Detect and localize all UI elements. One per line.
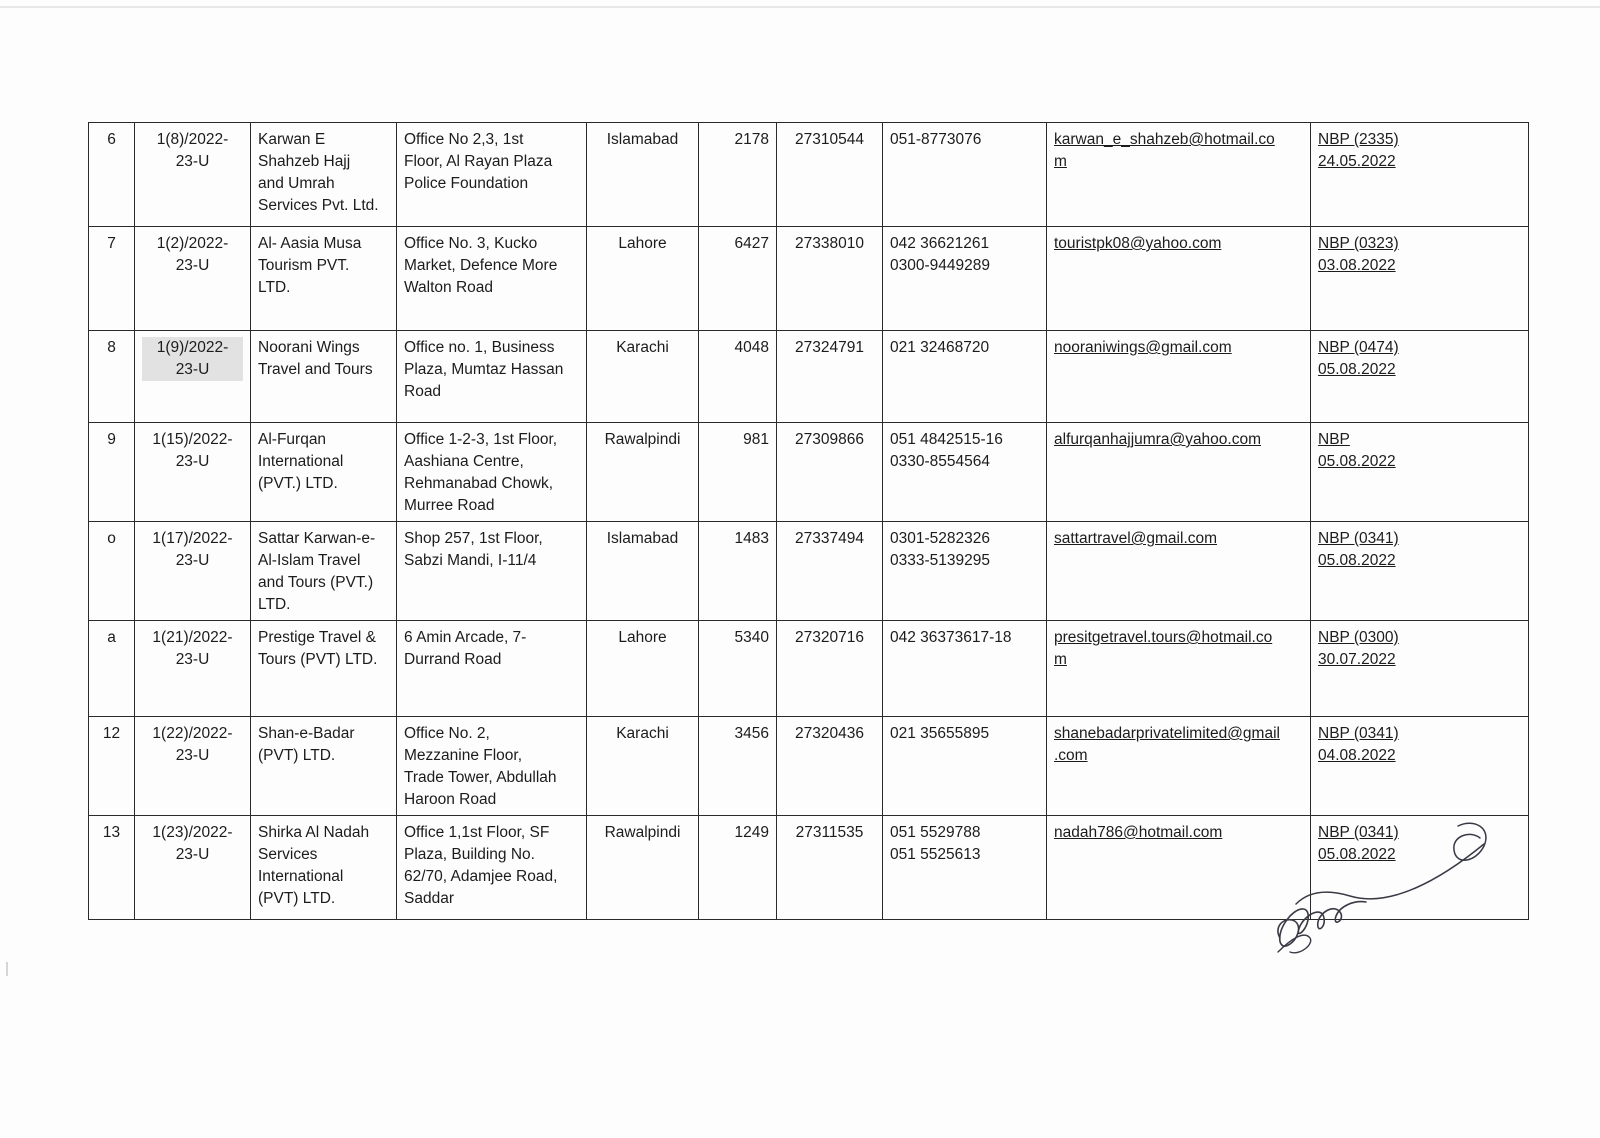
cell-address-line: Office No 2,3, 1st <box>404 131 524 148</box>
cell-code <box>699 123 777 227</box>
cell-address <box>397 621 587 717</box>
cell-reference-line: 23-U <box>175 846 210 863</box>
table-row <box>89 423 1529 522</box>
cell-bank-detail-line: NBP (0474) <box>1318 339 1399 356</box>
cell-phone-line: 042 36373617-18 <box>890 629 1012 646</box>
cell-company-name <box>251 717 397 816</box>
cell-bank-detail <box>1311 717 1529 816</box>
cell-code-text: 6427 <box>734 235 769 252</box>
cell-reference-line: 1(23)/2022- <box>152 824 233 841</box>
cell-city <box>587 331 699 423</box>
cell-bank-detail-line: NBP (2335) <box>1318 131 1399 148</box>
cell-phone-line: 051 5525613 <box>890 846 981 863</box>
cell-code-text: 4048 <box>734 339 769 356</box>
cell-bank-detail-line: NBP (0341) <box>1318 824 1399 841</box>
cell-address-line: Mezzanine Floor, <box>404 747 523 764</box>
cell-address <box>397 423 587 522</box>
cell-reference-line: 1(15)/2022- <box>152 431 233 448</box>
cell-email <box>1047 123 1311 227</box>
cell-reference <box>135 621 251 717</box>
cell-city <box>587 522 699 621</box>
cell-email <box>1047 621 1311 717</box>
cell-company-name-line: (PVT) LTD. <box>258 747 336 764</box>
cell-email <box>1047 227 1311 331</box>
cell-address-line: Office No. 2, <box>404 725 490 742</box>
cell-email-line[interactable]: .com <box>1054 747 1088 764</box>
cell-company-name-line: Shan-e-Badar <box>258 725 355 742</box>
cell-bank-detail-line: 05.08.2022 <box>1318 846 1396 863</box>
cell-company-name-line: International <box>258 868 344 885</box>
cell-company-name-line: International <box>258 453 344 470</box>
cell-reference <box>135 227 251 331</box>
cell-serial-text: a <box>107 629 116 646</box>
cell-serial-text: o <box>107 530 116 547</box>
cell-address-line: Road <box>404 383 442 400</box>
cell-bank-detail-line: 05.08.2022 <box>1318 552 1396 569</box>
cell-city <box>587 423 699 522</box>
cell-phone-line: 051 4842515-16 <box>890 431 1003 448</box>
cell-ntn <box>777 717 883 816</box>
cell-reference-line: 23-U <box>175 257 210 274</box>
cell-city <box>587 717 699 816</box>
cell-bank-detail-line: 04.08.2022 <box>1318 747 1396 764</box>
cell-email-line[interactable]: presitgetravel.tours@hotmail.co <box>1054 629 1273 646</box>
cell-ntn <box>777 331 883 423</box>
cell-serial <box>89 331 135 423</box>
cell-city-text: Islamabad <box>606 131 679 148</box>
cell-address-line: Office 1,1st Floor, SF <box>404 824 550 841</box>
cell-reference <box>135 423 251 522</box>
cell-reference-line: 23-U <box>175 453 210 470</box>
cell-bank-detail <box>1311 331 1529 423</box>
cell-email-line[interactable]: sattartravel@gmail.com <box>1054 530 1218 547</box>
cell-code <box>699 522 777 621</box>
cell-ntn <box>777 423 883 522</box>
cell-bank-detail-line: 05.08.2022 <box>1318 361 1396 378</box>
cell-reference-line: 1(17)/2022- <box>152 530 233 547</box>
cell-address-line: 62/70, Adamjee Road, <box>404 868 558 885</box>
cell-ntn-text: 27337494 <box>795 530 864 547</box>
cell-phone-line: 021 32468720 <box>890 339 990 356</box>
table-row <box>89 621 1529 717</box>
cell-address-line: Sabzi Mandi, I-11/4 <box>404 552 537 569</box>
cell-code <box>699 331 777 423</box>
cell-phone <box>883 423 1047 522</box>
cell-address-line: Aashiana Centre, <box>404 453 524 470</box>
cell-reference-line: 23-U <box>175 651 210 668</box>
cell-serial <box>89 423 135 522</box>
cell-company-name-line: Al- Aasia Musa <box>258 235 362 252</box>
cell-city-text: Karachi <box>616 725 669 742</box>
cell-email-line[interactable]: nadah786@hotmail.com <box>1054 824 1223 841</box>
cell-company-name-line: LTD. <box>258 596 291 613</box>
cell-serial <box>89 123 135 227</box>
cell-phone <box>883 621 1047 717</box>
cell-company-name-line: Sattar Karwan-e- <box>258 530 376 547</box>
cell-address-line: Saddar <box>404 890 454 907</box>
cell-city <box>587 621 699 717</box>
cell-ntn-text: 27309866 <box>795 431 864 448</box>
cell-city-text: Islamabad <box>606 530 679 547</box>
cell-company-name-line: Karwan E <box>258 131 326 148</box>
cell-company-name-line: LTD. <box>258 279 291 296</box>
cell-reference <box>135 522 251 621</box>
cell-address <box>397 227 587 331</box>
cell-company-name-line: Tourism PVT. <box>258 257 350 274</box>
cell-address-line: Rehmanabad Chowk, <box>404 475 554 492</box>
cell-reference-line: 1(9)/2022- <box>142 337 243 359</box>
scan-edge-line <box>0 6 1600 8</box>
cell-ntn <box>777 227 883 331</box>
cell-company-name-line: (PVT.) LTD. <box>258 475 338 492</box>
cell-reference-line: 1(22)/2022- <box>152 725 233 742</box>
cell-phone-line: 0301-5282326 <box>890 530 990 547</box>
cell-address-line: Haroon Road <box>404 791 497 808</box>
cell-address-line: Office no. 1, Business <box>404 339 555 356</box>
cell-email-line[interactable]: shanebadarprivatelimited@gmail <box>1054 725 1280 742</box>
cell-ntn-text: 27311535 <box>795 824 864 841</box>
cell-bank-detail-line: 24.05.2022 <box>1318 153 1396 170</box>
cell-email <box>1047 331 1311 423</box>
cell-address-line: Walton Road <box>404 279 494 296</box>
cell-ntn <box>777 621 883 717</box>
cell-address <box>397 717 587 816</box>
cell-code <box>699 423 777 522</box>
cell-phone-line: 042 36621261 <box>890 235 990 252</box>
cell-city-text: Karachi <box>616 339 669 356</box>
cell-phone <box>883 331 1047 423</box>
cell-ntn-text: 27338010 <box>795 235 864 252</box>
cell-serial-text: 13 <box>102 824 121 841</box>
cell-bank-detail <box>1311 123 1529 227</box>
table-row <box>89 717 1529 816</box>
cell-email-line[interactable]: touristpk08@yahoo.com <box>1054 235 1222 252</box>
cell-email-line[interactable]: alfurqanhajjumra@yahoo.com <box>1054 431 1262 448</box>
cell-ntn-text: 27320436 <box>795 725 864 742</box>
cell-email-line[interactable]: karwan_e_shahzeb@hotmail.co <box>1054 131 1275 148</box>
cell-phone <box>883 522 1047 621</box>
cell-email-line[interactable]: m <box>1054 651 1067 668</box>
cell-reference <box>135 123 251 227</box>
cell-email <box>1047 423 1311 522</box>
table-row <box>89 227 1529 331</box>
cell-email <box>1047 522 1311 621</box>
table-row <box>89 123 1529 227</box>
cell-reference-line: 23-U <box>175 153 210 170</box>
operators-table <box>88 122 1529 920</box>
cell-address-line: Trade Tower, Abdullah <box>404 769 557 786</box>
cell-address-line: Office No. 3, Kucko <box>404 235 538 252</box>
cell-code-text: 2178 <box>734 131 769 148</box>
cell-code <box>699 816 777 920</box>
cell-city <box>587 123 699 227</box>
cell-reference <box>135 717 251 816</box>
cell-serial-text: 6 <box>107 131 116 148</box>
cell-company-name-line: and Tours (PVT.) <box>258 574 374 591</box>
cell-company-name <box>251 227 397 331</box>
cell-bank-detail-line: NBP (0341) <box>1318 530 1399 547</box>
cell-address-line: 6 Amin Arcade, 7- <box>404 629 527 646</box>
cell-company-name <box>251 123 397 227</box>
cell-address-line: Floor, Al Rayan Plaza <box>404 153 553 170</box>
cell-phone-line: 051 5529788 <box>890 824 981 841</box>
cell-address-line: Shop 257, 1st Floor, <box>404 530 543 547</box>
cell-serial <box>89 522 135 621</box>
cell-ntn-text: 27324791 <box>795 339 864 356</box>
cell-reference <box>135 816 251 920</box>
cell-phone <box>883 717 1047 816</box>
cell-phone-line: 0330-8554564 <box>890 453 990 470</box>
cell-reference-line: 1(8)/2022- <box>156 131 229 148</box>
cell-bank-detail-line: 05.08.2022 <box>1318 453 1396 470</box>
cell-company-name-line: Al-Furqan <box>258 431 327 448</box>
cell-company-name-line: Travel and Tours <box>258 361 373 378</box>
cell-bank-detail <box>1311 621 1529 717</box>
cell-city-text: Lahore <box>618 235 667 252</box>
cell-address-line: Durrand Road <box>404 651 502 668</box>
cell-bank-detail-line: NBP (0341) <box>1318 725 1399 742</box>
cell-company-name-line: Prestige Travel & <box>258 629 377 646</box>
cell-address-line: Murree Road <box>404 497 495 514</box>
cell-reference-line: 23-U <box>175 552 210 569</box>
cell-code-text: 3456 <box>734 725 769 742</box>
cell-company-name-line: (PVT) LTD. <box>258 890 336 907</box>
cell-ntn-text: 27310544 <box>795 131 864 148</box>
cell-bank-detail-line: NBP (0323) <box>1318 235 1399 252</box>
cell-phone <box>883 227 1047 331</box>
cell-city-text: Lahore <box>618 629 667 646</box>
cell-address-line: Plaza, Building No. <box>404 846 535 863</box>
cell-serial <box>89 227 135 331</box>
cell-code-text: 1249 <box>734 824 769 841</box>
cell-ntn <box>777 522 883 621</box>
cell-company-name-line: and Umrah <box>258 175 335 192</box>
cell-address-line: Police Foundation <box>404 175 529 192</box>
cell-phone-line: 0333-5139295 <box>890 552 990 569</box>
cell-reference-line: 23-U <box>175 747 210 764</box>
cell-bank-detail-line: NBP <box>1318 431 1350 448</box>
cell-address <box>397 522 587 621</box>
cell-serial <box>89 621 135 717</box>
cell-address <box>397 331 587 423</box>
cell-address-line: Plaza, Mumtaz Hassan <box>404 361 564 378</box>
cell-city-text: Rawalpindi <box>604 431 681 448</box>
cell-serial-text: 9 <box>107 431 116 448</box>
signature-icon <box>1270 820 1510 970</box>
cell-serial-text: 12 <box>102 725 121 742</box>
cell-company-name <box>251 816 397 920</box>
cell-city-text: Rawalpindi <box>604 824 681 841</box>
cell-ntn-text: 27320716 <box>795 629 864 646</box>
scan-mark <box>6 962 8 976</box>
cell-address-line: Market, Defence More <box>404 257 558 274</box>
cell-email-line[interactable]: nooraniwings@gmail.com <box>1054 339 1232 356</box>
cell-reference-line: 23-U <box>142 359 243 381</box>
cell-serial-text: 7 <box>107 235 116 252</box>
cell-reference-line: 1(21)/2022- <box>152 629 233 646</box>
cell-phone <box>883 816 1047 920</box>
cell-company-name-line: Tours (PVT) LTD. <box>258 651 378 668</box>
cell-bank-detail-line: 03.08.2022 <box>1318 257 1396 274</box>
cell-code-text: 981 <box>743 431 769 448</box>
cell-email-line[interactable]: m <box>1054 153 1067 170</box>
cell-code-text: 5340 <box>734 629 769 646</box>
cell-bank-detail <box>1311 227 1529 331</box>
cell-phone-line: 0300-9449289 <box>890 257 990 274</box>
cell-company-name-line: Services Pvt. Ltd. <box>258 197 379 214</box>
table-row <box>89 522 1529 621</box>
cell-company-name <box>251 423 397 522</box>
cell-bank-detail <box>1311 522 1529 621</box>
cell-company-name-line: Shirka Al Nadah <box>258 824 370 841</box>
table-row <box>89 331 1529 423</box>
cell-reference-line: 1(2)/2022- <box>156 235 229 252</box>
cell-serial <box>89 816 135 920</box>
cell-company-name <box>251 522 397 621</box>
cell-company-name-line: Al-Islam Travel <box>258 552 361 569</box>
cell-bank-detail-line: 30.07.2022 <box>1318 651 1396 668</box>
cell-phone-line: 051-8773076 <box>890 131 982 148</box>
cell-email <box>1047 717 1311 816</box>
cell-city <box>587 816 699 920</box>
cell-company-name-line: Noorani Wings <box>258 339 360 356</box>
cell-company-name <box>251 331 397 423</box>
cell-address <box>397 816 587 920</box>
cell-code-text: 1483 <box>734 530 769 547</box>
cell-address-line: Office 1-2-3, 1st Floor, <box>404 431 558 448</box>
table-body <box>89 123 1529 920</box>
cell-address <box>397 123 587 227</box>
cell-company-name-line: Shahzeb Hajj <box>258 153 351 170</box>
cell-company-name <box>251 621 397 717</box>
cell-ntn <box>777 816 883 920</box>
cell-bank-detail-line: NBP (0300) <box>1318 629 1399 646</box>
cell-reference <box>135 331 251 423</box>
cell-serial <box>89 717 135 816</box>
cell-company-name-line: Services <box>258 846 318 863</box>
cell-bank-detail <box>1311 423 1529 522</box>
cell-code <box>699 227 777 331</box>
cell-serial-text: 8 <box>107 339 116 356</box>
cell-city <box>587 227 699 331</box>
cell-code <box>699 621 777 717</box>
cell-ntn <box>777 123 883 227</box>
cell-phone <box>883 123 1047 227</box>
cell-phone-line: 021 35655895 <box>890 725 990 742</box>
cell-code <box>699 717 777 816</box>
